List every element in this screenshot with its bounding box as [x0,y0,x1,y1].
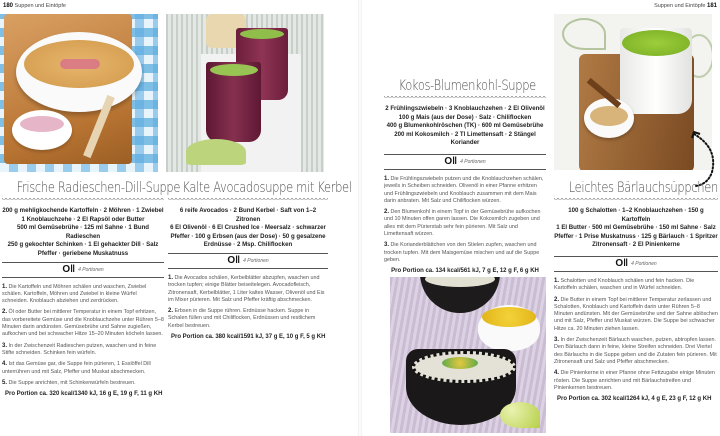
ingredient-line: 250 g gekochter Schinken · 1 El gehackter Dill · Salz [7,241,159,249]
step: 3. In der Zwischenzeit Bärlauch waschen, putzen, abtropfen lassen. Den Bärlauch dann in feine, kleine Streifen schneiden. Drei Viertel des Bärlauchs in die Suppe geben und die Zutaten fein pürieren. Mit Zitronensaft und Salz und Pfeffer abschmecken. [554,337,717,365]
ingredient-line: 6 reife Avocados · 2 Bund Kerbel · Saft von 1–2 Zitronen [179,207,317,223]
recipe-title: Frische Radieschen-Dill-Suppe [16,180,181,196]
photo-avocado-soup [166,14,324,172]
ingredients [168,207,328,250]
ingredient-line: 100 g Schalotten · 1–2 Knoblauchzehen · 150 g Kartoffeln [568,207,704,223]
wavy-divider [554,198,718,203]
step: 5. Die Suppe anrichten, mit Schinkenwürfeln bestreuen. [2,379,136,386]
nutrition-info: Pro Portion ca. 302 kcal/1264 kJ, 4 g E, 23 g F, 12 g KH [557,396,712,403]
step: 4. Ist das Gemüse gar, die Suppe fein pürieren, 1 Esslöffel Dill unterrühren und mit Salz, Pfeffer und Muskat abschmecken. [2,361,151,375]
ingredient-line: 1 El Butter · 500 ml Gemüsebrühe · 150 ml Sahne · Salz [556,224,716,232]
recipe-title: Kalte Avocadosuppe mit Kerbel [182,180,352,196]
steps [384,176,546,264]
steps [168,275,328,330]
ingredient-line: 6 El Olivenöl · 6 El Crushed Ice · Meersalz · schwarzer [170,224,326,232]
ingredient-line: 2 Frühlingszwiebeln · 3 Knoblauchzehen · 2 El Olivenöl [385,105,545,112]
ingredient-line: 400 g Blumenkohlröschen (TK) · 600 ml Gemüsebrühe [386,122,544,130]
plate-cutlery-icon: O‖ [62,263,76,275]
plate-cutlery-icon: O‖ [615,257,629,269]
recipe-radish-dill-soup [2,180,181,398]
ingredients [384,105,546,148]
portions-label: 4 Portionen [78,266,104,273]
step: 1. Die Frühlingszwiebeln putzen und die Knoblauchzehen schälen, jeweils in Scheiben schneiden. Olivenöl in einer Pfanne erhitzen und Frühlingszwiebeln und Knoblauch zusammen mit dem Mais darin anbraten. Mit Salz und Chiliflocken würzen. [384,175,544,204]
recipe-title: Kokos-Blumenkohl-Suppe [398,78,536,94]
ingredient-line: Pfeffer · 100 g Erbsen (aus der Dose) · 50 g gesalzene [170,232,326,240]
photo-wild-garlic-soup [554,14,712,170]
portions-label: 4 Portionen [243,257,269,264]
step: 3. In der Zwischenzeit Radieschen putzen, waschen und in feine Stifte schneiden. Schinken fein würfeln. [2,342,157,356]
step: 1. Schalotten und Knoblauch schälen und fein hacken. Die Kartoffeln schälen, waschen und in Würfel schneiden. [554,277,695,292]
step: 3. Die Korianderblättchen von den Stielen zupfen, waschen und trocken tupfen. Mit dem Maisgemüse mischen und auf die Suppe geben. [384,242,540,263]
nutrition-info: Pro Portion ca. 320 kcal/1340 kJ, 16 g E, 19 g F, 11 g KH [5,391,163,398]
step: 1. Die Avocados schälen, Kerbelblätter abzupfen, waschen und trocken tupfen; einige Blätter beiseitelegen. Avocadofleisch, Zitronensaft, Kerbelblätter, 1 Liter kaltes Wasser, Olivenöl und Eis im Mixer pürieren. Mit Salz und Pfeffer kräftig abschmecken. [168,274,325,303]
ingredient-line: 200 ml Kokosmilch · 2 Tl Limettensaft · 2 Stängel Koriander [394,130,536,147]
wavy-divider [168,198,328,203]
step: 2. Die Butter in einem Topf bei mittlerer Temperatur zerlassen und Schalotten, Knoblauch und Kartoffeln darin unter Rühren 5–8 Minuten andünsten. Mit der Gemüsebrühe und der Sahne ablöschen und mit Salz, Pfeffer und Muskat würzen. Die Suppe bei schwacher Hitze ca. 20 Minuten ziehen lassen. [554,296,718,332]
steps [554,278,718,392]
plate-cutlery-icon: O‖ [227,254,241,266]
page-header-left [3,3,66,9]
page-number: 180 [3,3,14,9]
ingredient-line: Pfeffer · geriebene Muskatnuss [37,249,129,257]
page-number: 181 [706,3,717,9]
portions-row [384,154,546,170]
step: 2. Den Blumenkohl in einem Topf in der Gemüsebrühe aufkochen und 10 Minuten offen garen lassen. Die Kokosmilch zugeben und alles mit dem Pürierstab sehr fein pürieren. Mit Salz und Limettensaft würzen. [384,209,541,238]
ingredient-line: Zitronensaft · 2 El Pinienkerne [592,241,680,249]
plate-cutlery-icon: O‖ [444,155,458,167]
portions-label: 4 Portionen [631,260,657,267]
ingredient-line: Erdnüsse · 2 Msp. Chiliflocken [203,241,293,249]
recipe-wild-garlic-soup [554,180,718,402]
nutrition-info: Pro Portion ca. 134 kcal/561 kJ, 7 g E, 12 g F, 6 g KH [391,268,539,275]
wavy-divider [2,198,164,203]
dotted-arrow-icon [690,128,720,188]
ingredient-line: 100 g Mais (aus der Dose) · Salz · Chiliflocken [398,113,532,121]
ingredients [2,207,164,259]
portions-row [168,253,328,269]
step: 1. Die Kartoffeln und Möhren schälen und waschen, Zwiebel schälen. Kartoffeln, Möhren und Zwiebel in kleine Würfel schneiden. Knoblauch abziehen und zerdrücken. [2,283,147,305]
photo-radish-soup [0,14,158,172]
section-title: Suppen und Eintöpfe [654,3,706,9]
step: 2. Öl oder Butter bei mittlerer Temperatur in einem Topf erhitzen, das vorbereitete Gemüse und die Knoblauchzehe unter Rühren 5–8 Minuten darin andünsten. Gemüsebrühe und Sahne zugießen, aufkochen und bei schwacher Hitze 15–20 Minuten köcheln lassen. [2,309,164,338]
photo-coconut-cauliflower-soup [390,277,546,433]
portions-label: 4 Portionen [460,158,486,165]
ingredient-line: Pfeffer · 1 Prise Muskatnuss · 125 g Bärlauch · 1 Spritzer [554,232,718,240]
steps [2,284,164,388]
portions-row [554,256,718,272]
step: 2. Erbsen in die Suppe rühren. Erdnüsse hacken. Suppe in Schalen füllen und mit Chiliflocken, Erdnüssen und restlichem Kerbel bestreuen. [168,308,316,329]
ingredient-line: 1 Knoblauchzehe · 2 El Rapsöl oder Butter [21,215,145,223]
ingredient-line: 200 g mehligkochende Kartoffeln · 2 Möhren · 1 Zwiebel [2,207,164,214]
recipe-title: Leichtes Bärlauchsüppchen [568,180,718,196]
portions-row [2,262,164,278]
section-title: Suppen und Eintöpfe [14,3,66,9]
recipe-coconut-cauliflower-soup [384,78,546,274]
ingredient-line: 500 ml Gemüsebrühe · 125 ml Sahne · 1 Bund Radieschen [16,224,150,240]
nutrition-info: Pro Portion ca. 380 kcal/1591 kJ, 37 g E, 10 g F, 5 g KH [171,334,326,341]
wavy-divider [384,96,546,101]
page-header-right [654,3,717,9]
recipe-avocado-soup [168,180,352,341]
book-gutter [358,0,362,436]
step: 4. Die Pinienkerne in einer Pfanne ohne Fettzugabe einige Minuten rösten. Die Suppe anrichten und mit Bärlauchstreifen und Pinienkernen bestreuen. [554,370,715,391]
ingredients [554,207,718,250]
